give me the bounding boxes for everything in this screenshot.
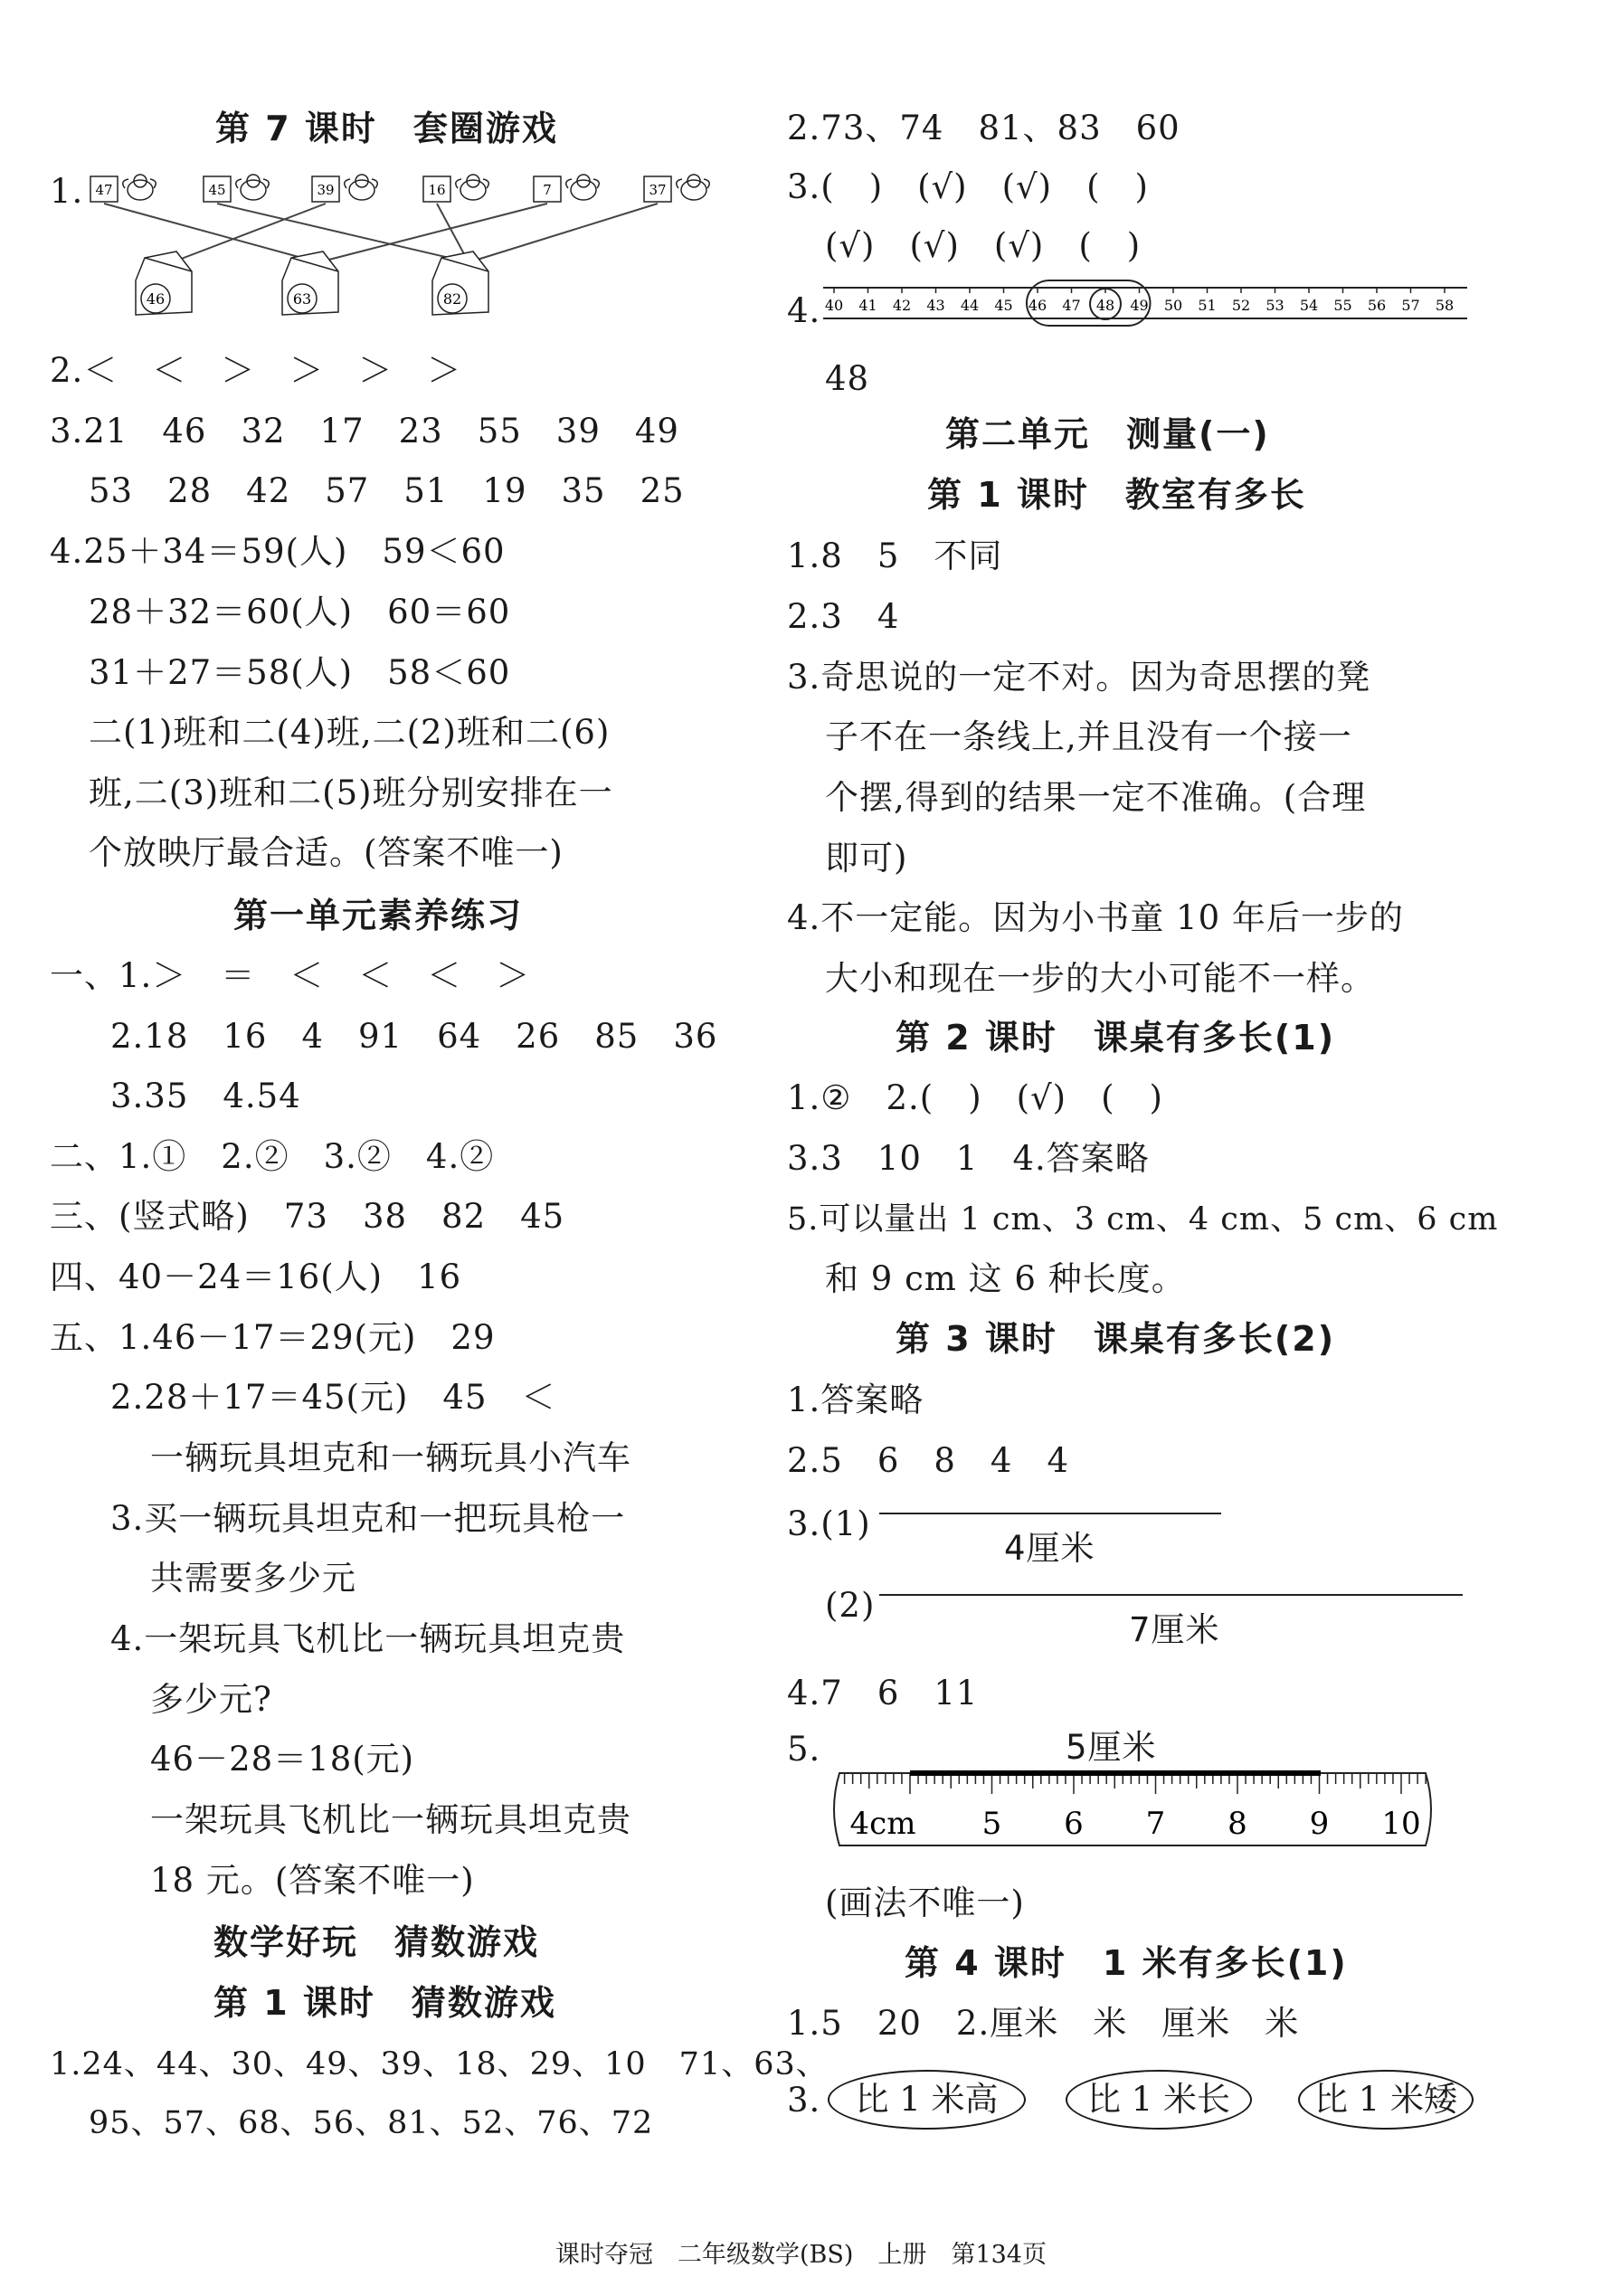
house-icon [136,251,192,315]
ruler-label: 8 [1228,1806,1247,1842]
ruler-label: 9 [1309,1806,1330,1842]
bird-icon [566,175,600,200]
ruler [832,1769,1438,1855]
q4-line6: 个放映厅最合适。(答案不唯一) [89,833,564,872]
u1-line4: 二、1.① 2.② 3.② 4.② [50,1137,495,1176]
u1-line13: 多少元? [150,1680,272,1719]
page-footer: 课时夺冠 二年级数学(BS) 上册 第134页 [555,2241,1047,2269]
math-fun-lesson1-heading: 第 1 课时 猜数游戏 [213,1983,556,2023]
u1-line11: 共需要多少元 [150,1559,356,1598]
bird-card [644,175,709,202]
bird-number: 45 [208,182,226,198]
u1-line6: 四、40－24＝16(人) 16 [50,1257,462,1296]
number-line-label: 50 [1163,297,1183,314]
connector-line [469,204,658,262]
number-line-label: 51 [1198,297,1217,314]
c3-length1: 4厘米 [1004,1529,1095,1568]
bird-icon [345,175,378,200]
ring-toss-diagram [81,163,751,335]
u1-line5: 三、(竖式略) 73 38 82 45 [50,1197,565,1236]
u1-line1: 一、1.＞ ＝ ＜ ＜ ＜ ＞ [50,956,531,995]
bird-card [312,175,377,202]
a4-line2: 大小和现在一步的大小可能不一样。 [825,959,1375,998]
a3-line2: 子不在一条线上,并且没有一个接一 [825,717,1352,756]
number-line-label: 53 [1265,297,1284,314]
a1-line: 1.8 5 不同 [787,536,1003,575]
ruler-label: 10 [1381,1806,1421,1842]
c3-label1: 3.(1) [787,1504,871,1543]
number-line-label: 45 [994,297,1013,314]
number-line [823,271,1474,344]
bird-number: 7 [543,182,552,198]
q4-line4: 二(1)班和二(4)班,二(2)班和二(6) [89,713,611,752]
q3-line2: 53 28 42 57 51 19 35 25 [89,471,685,510]
a3-line1: 3.奇思说的一定不对。因为奇思摆的凳 [787,658,1371,697]
number-line-label: 54 [1299,297,1319,314]
house-number: 82 [442,290,462,308]
r-q2-line: 2.73、74 81、83 60 [787,109,1180,147]
d3-oval-1: 比 1 米高 [828,2070,1026,2130]
r-q4-label: 4. [787,291,821,330]
a3-line3: 个摆,得到的结果一定不准确。(合理 [825,778,1367,817]
number-line-label: 58 [1435,297,1455,314]
u1-line7: 五、1.46－17＝29(元) 29 [50,1318,496,1357]
ruler-label: 5 [981,1806,1002,1842]
q1-label: 1. [50,172,84,211]
d3-oval-3: 比 1 米矮 [1298,2070,1474,2130]
u1-line3: 3.35 4.54 [110,1077,301,1115]
r-q3-line1: 3.( ) (√) (√) ( ) [787,167,1149,206]
u1-line9: 一辆玩具坦克和一辆玩具小汽车 [150,1438,631,1477]
number-line-label: 46 [1028,297,1047,314]
fun-line2: 95、57、68、56、81、52、76、72 [89,2105,654,2141]
number-line-label: 56 [1367,297,1387,314]
b1-line: 1.② 2.( ) (√) ( ) [787,1078,1163,1117]
bird-icon [236,175,270,200]
r-q4-answer: 48 [825,359,870,398]
unit2-lesson1-heading: 第 1 课时 教室有多长 [927,475,1306,515]
bird-icon [123,175,156,200]
bird-icon [677,175,710,200]
c2-line: 2.5 6 8 4 4 [787,1441,1070,1480]
d3-label: 3. [787,2081,821,2120]
b5-line1: 5.可以量出 1 cm、3 cm、4 cm、5 cm、6 cm [787,1201,1499,1238]
q2-line: 2.＜ ＜ ＞ ＞ ＞ ＞ [50,351,462,390]
unit2-lesson4-heading: 第 4 课时 1 米有多长(1) [905,1943,1348,1983]
q4-line1: 4.25＋34＝59(人) 59＜60 [50,532,506,571]
q4-line5: 班,二(3)班和二(5)班分别安排在一 [89,773,613,812]
bird-card [534,175,599,202]
u1-line15: 一架玩具飞机比一辆玩具坦克贵 [150,1800,631,1839]
u1-line2: 2.18 16 4 91 64 26 85 36 [110,1017,718,1056]
u1-line8: 2.28＋17＝45(元) 45 ＜ [110,1378,556,1417]
d3-oval-2: 比 1 米长 [1066,2070,1252,2130]
q4-line3: 31＋27＝58(人) 58＜60 [89,653,511,692]
bird-number: 16 [428,182,446,198]
house-number: 46 [146,290,166,308]
number-line-label: 41 [858,297,877,314]
bird-icon [456,175,489,200]
c3-segment1 [879,1513,1221,1514]
c5-note: (画法不唯一) [825,1883,1025,1922]
ruler-label: 7 [1145,1806,1166,1842]
number-line-label: 44 [960,297,980,314]
number-line-label: 42 [892,297,912,314]
bird-number: 47 [95,182,113,198]
u1-line14: 46－28＝18(元) [150,1740,415,1779]
a3-line4: 即可) [825,839,908,878]
house-icon [282,251,338,315]
bird-card [90,175,156,202]
unit2-heading: 第二单元 测量(一) [945,414,1270,454]
c3-segment2 [879,1594,1463,1596]
c5-label: 5. [787,1730,821,1769]
unit2-lesson2-heading: 第 2 课时 课桌有多长(1) [896,1018,1336,1058]
ruler-label: 6 [1064,1806,1084,1842]
fun-line1: 1.24、44、30、49、39、18、29、10 71、63、 [50,2046,829,2083]
bird-number: 39 [317,182,335,198]
c1-line: 1.答案略 [787,1380,924,1419]
d1-line: 1.5 20 2.厘米 米 厘米 米 [787,2004,1300,2043]
c3-length2: 7厘米 [1129,1610,1220,1649]
c5-length: 5厘米 [1066,1728,1157,1767]
number-line-label: 43 [926,297,945,314]
number-line-label: 55 [1333,297,1352,314]
a4-line1: 4.不一定能。因为小书童 10 年后一步的 [787,898,1404,937]
number-line-label: 49 [1130,297,1149,314]
unit2-lesson3-heading: 第 3 课时 课桌有多长(2) [896,1319,1336,1359]
b3-line: 3.3 10 1 4.答案略 [787,1139,1150,1178]
number-line-label: 40 [824,297,844,314]
q3-line1: 3.21 46 32 17 23 55 39 49 [50,412,679,451]
connector-line [104,204,318,262]
number-line-label: 48 [1095,297,1115,314]
u1-line10: 3.买一辆玩具坦克和一把玩具枪一 [110,1499,626,1538]
u1-line16: 18 元。(答案不唯一) [150,1861,475,1900]
unit1-practice-heading: 第一单元素养练习 [233,896,524,935]
house-icon [432,251,488,315]
connector-line [172,204,326,262]
house-number: 63 [292,290,312,308]
bird-card [423,175,488,202]
math-fun-heading: 数学好玩 猜数游戏 [213,1922,540,1962]
number-line-label: 47 [1062,297,1081,314]
q4-line2: 28＋32＝60(人) 60＝60 [89,593,511,631]
number-line-label: 52 [1231,297,1251,314]
b5-line2: 和 9 cm 这 6 种长度。 [825,1259,1186,1298]
a2-line: 2.3 4 [787,597,900,636]
bird-number: 37 [649,182,667,198]
c4-line: 4.7 6 11 [787,1674,979,1713]
u1-line12: 4.一架玩具飞机比一辆玩具坦克贵 [110,1619,626,1658]
ruler-label: 4cm [849,1806,916,1842]
r-q3-line2: (√) (√) (√) ( ) [825,226,1142,265]
c3-label2: (2) [825,1586,876,1625]
number-line-label: 57 [1401,297,1420,314]
bird-card [204,175,269,202]
lesson7-heading: 第 7 课时 套圈游戏 [215,109,558,148]
